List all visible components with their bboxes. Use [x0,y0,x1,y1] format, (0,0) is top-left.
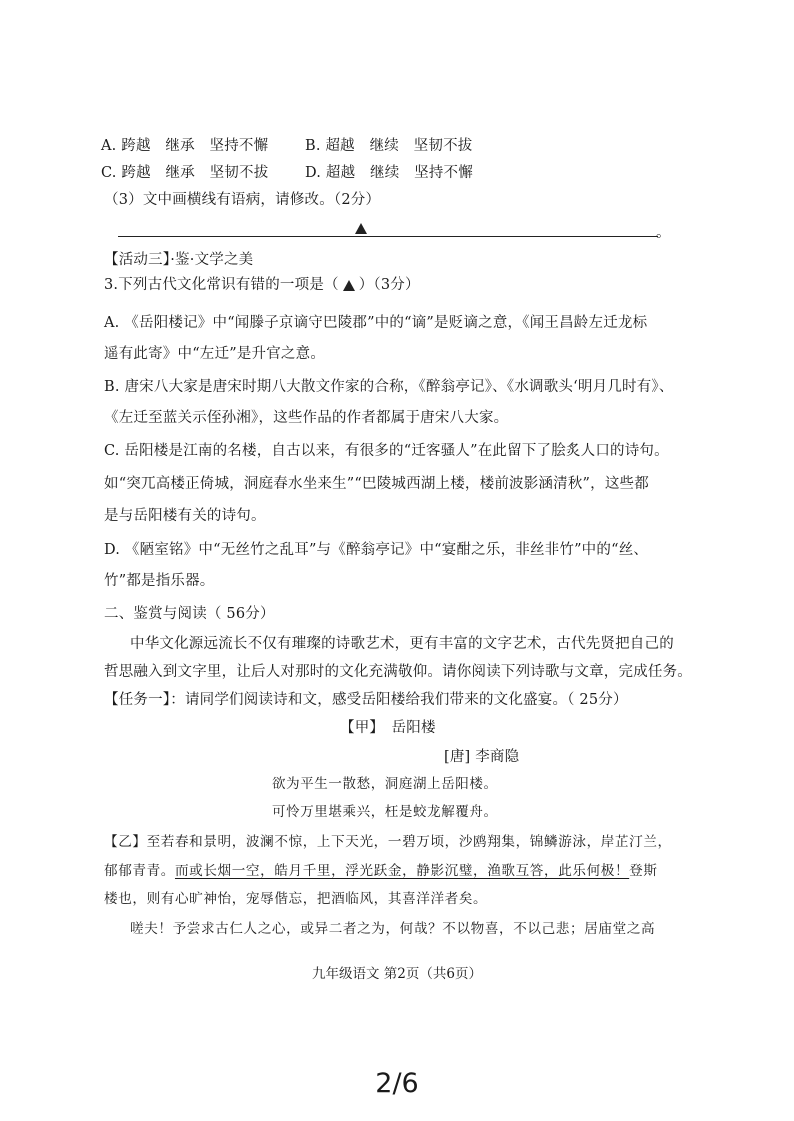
question-3-stem-after: ）（3分） [358,277,420,293]
triangle-icon [343,280,355,291]
prose-line-3: 楼也，则有心旷神怡，宠辱偕忘，把酒临风，其喜洋洋者矣。 [104,891,488,907]
poem-line-1: 欲为平生一散愁，洞庭湖上岳阳楼。 [272,776,498,792]
poem-title: 【甲】 岳阳楼 [340,720,436,736]
q3-option-c-line2: 如“突兀高楼正倚城，洞庭春水坐来生”“巴陵城西湖上楼，楼前波影涵清秋”，这些都 [104,476,649,492]
option-b: B. 超越 继续 坚韧不拔 [305,138,473,154]
activity-3-heading: 【活动三】·鉴·文学之美 [104,252,254,268]
option-a: A. 跨越 继承 坚持不懈 [101,138,269,154]
section-2-intro-line1: 中华文化源远流长不仅有璀璨的诗歌艺术，更有丰富的文字艺术，古代先贤把自己的 [130,636,674,652]
question-3-stem-before: 3.下列古代文化常识有错的一项是（ [104,277,339,293]
page-counter: 2/6 [375,1068,419,1099]
q3-option-a-line1: A. 《岳阳楼记》中“闻滕子京谪守巴陵郡”中的“谪”是贬谪之意，《闻王昌龄左迁龙标 [104,315,648,331]
prose-line-1: 【乙】至若春和景明，波澜不惊，上下天光，一碧万顷，沙鸥翔集，锦鳞游泳，岸芷汀兰， [104,834,672,850]
q3-option-c-line3: 是与岳阳楼有关的诗句。 [104,508,266,524]
q3-option-b-line2: 《左迁至蓝关示侄孙湘》，这些作品的作者都属于唐宋八大家。 [104,410,509,426]
prose-line-2-start: 郁郁青青。 [104,863,175,879]
q3-option-d-line1: D. 《陋室铭》中“无丝竹之乱耳”与《醉翁亭记》中“宴酣之乐，非丝非竹”中的“丝、 [104,542,649,558]
q3-option-d-line2: 竹”都是指乐器。 [104,573,215,589]
answer-end-mark: 。 [656,225,671,241]
underlined-sentence: 而或长烟一空，皓月千里，浮光跃金，静影沉璧，渔歌互答，此乐何极！ [174,863,630,879]
prose-line-4: 嗟夫！予尝求古仁人之心，或异二者之为，何哉？不以物喜，不以己悲；居庙堂之高 [130,921,656,937]
q3-option-b-line1: B. 唐宋八大家是唐宋时期八大散文作家的合称，《醉翁亭记》、《水调歌头‘明月几时有》、 [104,379,674,395]
prose-line-2 [104,861,658,881]
poem-line-2: 可怜万里堪乘兴，枉是蛟龙解覆舟。 [272,804,498,820]
poem-author: [唐] 李商隐 [444,749,520,765]
option-d: D. 超越 继续 坚持不懈 [305,165,473,181]
question-3-stem [104,275,420,295]
option-c: C. 跨越 继承 坚韧不拔 [101,165,269,181]
prose-line-2-end: 登斯 [629,863,658,879]
triangle-icon [355,223,367,234]
question-3-sub: （3）文中画横线有语病，请修改。（2分） [104,192,381,208]
task-1-heading: 【任务一】：请同学们阅读诗和文，感受岳阳楼给我们带来的文化盛宴。（ 25分） [104,692,628,708]
q3-option-a-line2: 遥有此寄》中“左迁”是升官之意。 [104,346,326,362]
section-2-intro-line2: 哲思融入到文字里，让后人对那时的文化充满敬仰。请你阅读下列诗歌与文章，完成任务。 [104,664,692,680]
page-footer: 九年级语文 第2页（共6页） [312,966,482,982]
section-2-title: 二、鉴赏与阅读（ 56分） [104,606,275,622]
q3-option-c-line1: C. 岳阳楼是江南的名楼，自古以来，有很多的“迁客骚人”在此留下了脍炙人口的诗句。 [104,443,669,459]
answer-line[interactable] [118,236,658,237]
